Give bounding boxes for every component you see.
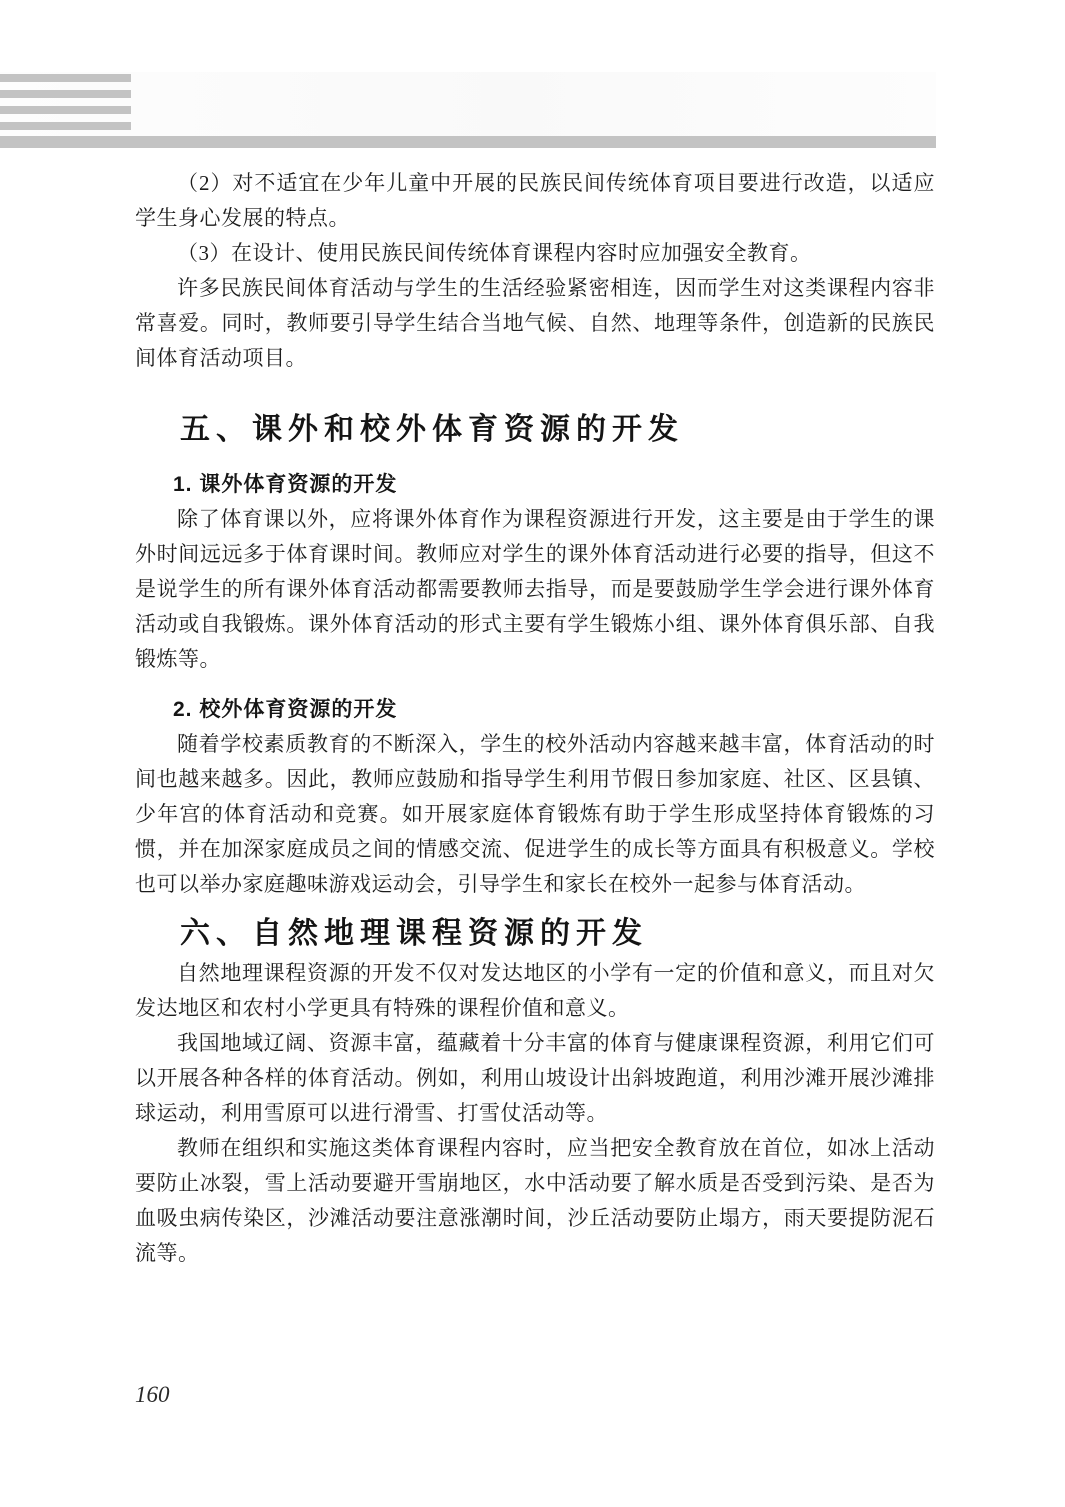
- paragraph-geography-value: 自然地理课程资源的开发不仅对发达地区的小学有一定的价值和意义，而且对欠发达地区和农村小学更具有特殊的课程价值和意义。: [135, 961, 935, 1020]
- header-stripe-2: [0, 90, 131, 98]
- header-stripe-3: [0, 106, 131, 114]
- paragraph-extracurricular: 除了体育课以外，应将课外体育作为课程资源进行开发，这主要是由于学生的课外时间远远多于体育课时间。教师应对学生的课外体育活动进行必要的指导，但这不是说学生的所有课外体育活动都需要教师去指导，而是要鼓励学生学会进行课外体育活动或自我锻炼。课外体育活动的形式主要有学生锻炼小组、课外体育俱乐部、自我锻炼等。: [135, 507, 935, 671]
- paragraph-safety-education: 教师在组织和实施这类体育课程内容时，应当把安全教育放在首位，如冰上活动要防止冰裂，雪上活动要避开雪崩地区，水中活动要了解水质是否受到污染、是否为血吸虫病传染区，沙滩活动要注意涨潮时间，沙丘活动要防止塌方，雨天要提防泥石流等。: [135, 1136, 935, 1265]
- section-heading-six: 六、自然地理课程资源的开发: [180, 917, 648, 950]
- section-heading-five: 五、课外和校外体育资源的开发: [180, 413, 684, 446]
- subsection-heading-1: 1. 课外体育资源的开发: [173, 473, 398, 496]
- paragraph-folk-sports: 许多民族民间体育活动与学生的生活经验紧密相连，因而学生对这类课程内容非常喜爱。同时，教师要引导学生结合当地气候、自然、地理等条件，创造新的民族民间体育活动项目。: [135, 276, 935, 370]
- paragraph-item-3: （3）在设计、使用民族民间传统体育课程内容时应加强安全教育。: [177, 241, 812, 265]
- header-stripe-4: [0, 122, 131, 130]
- paragraph-national-resources: 我国地域辽阔、资源丰富，蕴藏着十分丰富的体育与健康课程资源，利用它们可以开展各种各样的体育活动。例如，利用山坡设计出斜坡跑道，利用沙滩开展沙滩排球运动，利用雪原可以进行滑雪、打雪仗活动等。: [135, 1031, 935, 1125]
- paragraph-outside-school: 随着学校素质教育的不断深入，学生的校外活动内容越来越丰富，体育活动的时间也越来越多。因此，教师应鼓励和指导学生利用节假日参加家庭、社区、区县镇、少年宫的体育活动和竞赛。如开展家庭体育锻炼有助于学生形成坚持体育锻炼的习惯，并在加深家庭成员之间的情感交流、促进学生的成长等方面具有积极意义。学校也可以举办家庭趣味游戏运动会，引导学生和家长在校外一起参与体育活动。: [135, 732, 935, 896]
- page-number: 160: [135, 1382, 170, 1407]
- header-stripe-1: [0, 74, 131, 82]
- paragraph-item-2: （2）对不适宜在少年儿童中开展的民族民间传统体育项目要进行改造，以适应学生身心发展的特点。: [135, 171, 935, 230]
- page-content: [135, 0, 935, 1271]
- subsection-heading-2: 2. 校外体育资源的开发: [173, 698, 398, 721]
